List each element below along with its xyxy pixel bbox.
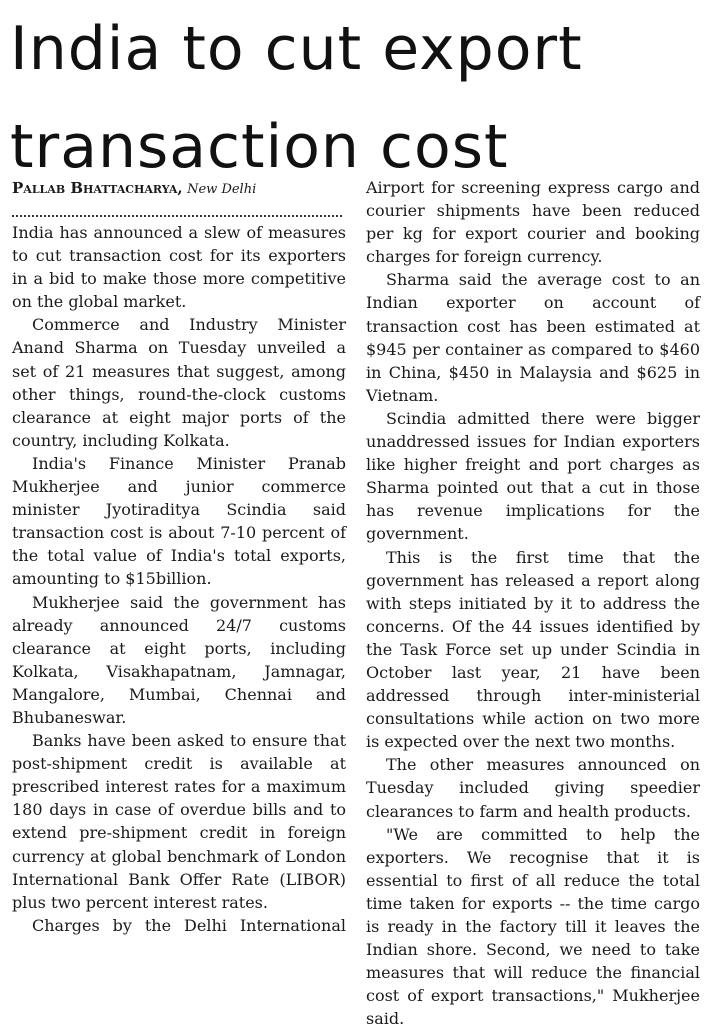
headline: India to cut export transaction cost [10,14,583,182]
byline-author: Pallab Bhattacharya, [12,179,183,197]
article-column-left [12,176,346,937]
dotted-divider [12,201,342,217]
article-paragraph: Charges by the Delhi International [32,915,346,935]
article-paragraph: Commerce and Industry Minister Anand Sharma on Tuesday unveiled a set of 21 measures that suggest, among other things, round-the-clock customs clearance at eight major ports of the country, including Kolkata. [12,315,346,450]
article-paragraph: Mukherjee said the government has already announced 24/7 customs clearance at eight ports, including Kolkata, Visakhapatnam, Jamnagar, Mangalore, Mumbai, Chennai and Bhubaneswar. [12,592,346,727]
article-paragraph: Sharma said the average cost to an Indian exporter on account of transaction cost has been estimated at $945 per container as compared to $460 in China, $450 in Malaysia and $625 in Vietnam. [366,270,700,405]
byline [12,176,346,201]
article-paragraph: India has announced a slew of measures to cut transaction cost for its exporters in a bid to make those more competitive on the global market. [12,223,346,312]
article-paragraph: This is the first time that the government has released a report along with steps initiated by it to address the concerns. Of the 44 issues identified by the Task Force set up under Scindia in October last year, 21 have been addressed through inter-ministerial consultations while action on two more is expected over the next two months. [366,547,700,752]
article-paragraph: Scindia admitted there were bigger unaddressed issues for Indian exporters like higher freight and port charges as Sharma pointed out that a cut in those has revenue implications for the government. [366,408,700,544]
article-column-right [366,176,700,1030]
article-paragraph: Banks have been asked to ensure that post-shipment credit is available at prescribed interest rates for a maximum 180 days in case of overdue bills and to extend pre-shipment credit in foreign currency at global benchmark of London International Bank Offer Rate (LIBOR) plus two percent interest rates. [12,731,346,912]
byline-location: New Delhi [187,182,257,197]
article-paragraph: Airport for screening express cargo and courier shipments have been reduced per kg for export courier and booking charges for foreign currency. [366,178,700,267]
article-paragraph: India's Finance Minister Pranab Mukherjee and junior commerce minister Jyotiraditya Scindia said transaction cost is about 7-10 percent of the total value of India's total exports, amounting to $15billion. [12,453,346,589]
article-paragraph: "We are committed to help the exporters. We recognise that it is essential to first of all reduce the total time taken for exports -- the time cargo is ready in the factory till it leaves the Indian shore. Second, we need to take measures that will reduce the financial cost of export transactions," Mukherjee said. [366,824,700,1029]
article-paragraph: The other measures announced on Tuesday included giving speedier clearances to farm and health products. [366,755,700,821]
